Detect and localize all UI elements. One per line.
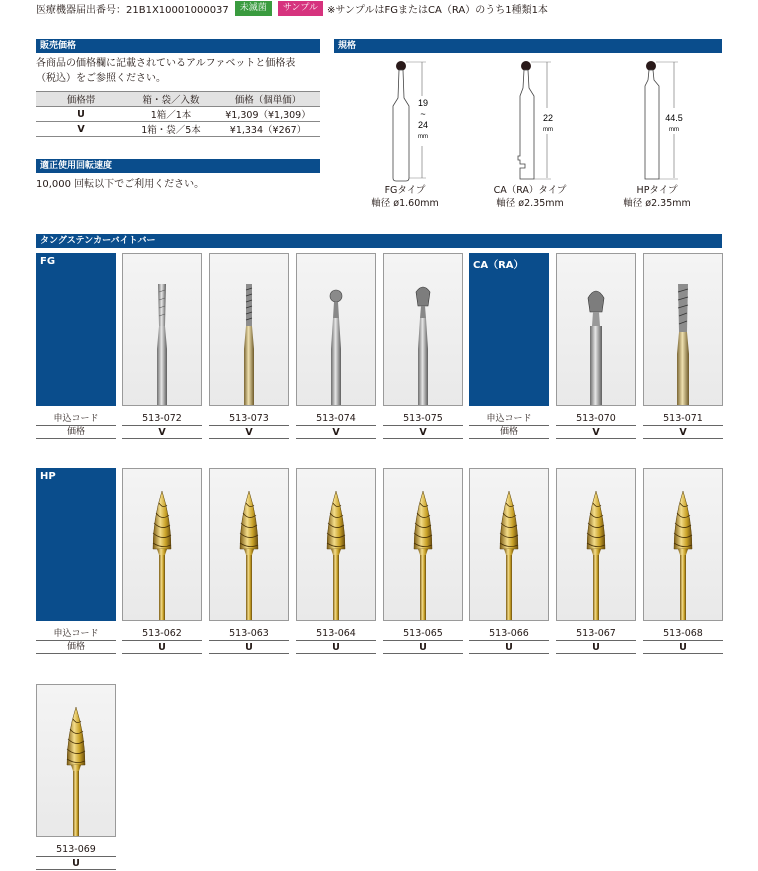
product-code: 513-066 (469, 627, 549, 641)
product-price: U (383, 641, 463, 654)
product-price: V (556, 426, 636, 439)
speed-heading: 適正使用回転速度 (36, 159, 320, 173)
price-row-v (36, 122, 320, 137)
header-line (36, 0, 548, 16)
product-code: 513-062 (122, 627, 202, 641)
fg-spec-caption (350, 184, 460, 210)
product-price: V (643, 426, 723, 439)
product-513-067[interactable] (556, 468, 636, 654)
product-513-070[interactable] (556, 253, 636, 439)
product-price: V (296, 426, 376, 439)
catalog-heading: タングステンカーバイトバー (36, 234, 722, 248)
ca-group-label: CA（RA） (469, 253, 549, 406)
product-photo (383, 253, 463, 406)
price-cell: ¥1,334（¥267） (216, 122, 320, 137)
product-513-071[interactable] (643, 253, 723, 439)
product-price: V (209, 426, 289, 439)
product-price: V (383, 426, 463, 439)
product-photo (643, 468, 723, 621)
sample-note: ※サンプルはFGまたはCA（RA）のうち1種類1本 (327, 4, 548, 16)
price-table (36, 91, 320, 137)
price-cell: ¥1,309（¥1,309） (216, 107, 320, 122)
product-code: 513-070 (556, 412, 636, 426)
hp-bur-image (37, 685, 115, 836)
product-price: U (643, 641, 723, 654)
product-photo (209, 468, 289, 621)
hp-row-labels (36, 627, 116, 654)
fg-length-b: 24 (417, 120, 429, 130)
product-photo (36, 684, 116, 837)
band-cell: V (36, 122, 126, 137)
product-photo (556, 253, 636, 406)
sales-price-text-line1: 各商品の価格欄に記載されているアルファベットと価格表 (36, 58, 296, 69)
ca-type-diagram (505, 58, 565, 183)
hp-bur-image (123, 469, 201, 620)
product-code: 513-067 (556, 627, 636, 641)
hp-shaft: 軸径 ø2.35mm (623, 198, 691, 209)
product-513-065[interactable] (383, 468, 463, 654)
product-price: V (122, 426, 202, 439)
fg-round-bur-image (297, 254, 375, 405)
fg-unit: mm (418, 134, 428, 140)
hp-bur-image (470, 469, 548, 620)
product-photo (556, 468, 636, 621)
product-photo (469, 468, 549, 621)
hp-spec-caption (602, 184, 712, 210)
product-513-063[interactable] (209, 468, 289, 654)
product-513-068[interactable] (643, 468, 723, 654)
product-code: 513-073 (209, 412, 289, 426)
product-photo (296, 468, 376, 621)
speed-text: 10,000 回転以下でご利用ください。 (36, 179, 205, 190)
hp-bur-image (210, 469, 288, 620)
product-photo (122, 253, 202, 406)
product-513-074[interactable] (296, 253, 376, 439)
sales-price-heading: 販売価格 (36, 39, 320, 53)
price-table-header (36, 92, 320, 107)
hp-length: 44.5 (665, 113, 683, 123)
product-513-069[interactable] (36, 684, 116, 870)
product-price: U (209, 641, 289, 654)
pack-cell: 1箱・袋／5本 (126, 122, 216, 137)
product-price: U (36, 857, 116, 870)
fg-taper-bur-image (123, 254, 201, 405)
product-price: U (122, 641, 202, 654)
code-row-label: 申込コード (36, 412, 116, 426)
product-photo (383, 468, 463, 621)
hp-group-label: HP (36, 468, 116, 621)
ca-spec-caption (475, 184, 585, 210)
ca-taper-bur-image (644, 254, 722, 405)
hp-type-name: HPタイプ (636, 185, 678, 196)
sales-price-text-line2: （税込）をご参照ください。 (36, 73, 166, 84)
price-row-label: 価格 (36, 641, 116, 654)
ca-row-labels (469, 412, 549, 439)
product-photo (643, 253, 723, 406)
band-cell: U (36, 107, 126, 122)
product-513-064[interactable] (296, 468, 376, 654)
col-band: 価格帯 (36, 92, 126, 107)
code-row-label: 申込コード (469, 412, 549, 426)
product-513-062[interactable] (122, 468, 202, 654)
col-pack: 箱・袋／入数 (126, 92, 216, 107)
price-row-u (36, 107, 320, 122)
ca-shaft: 軸径 ø2.35mm (496, 198, 564, 209)
product-code: 513-071 (643, 412, 723, 426)
fg-tilde: ~ (420, 109, 426, 119)
badge-unsterilized: 未滅菌 (235, 1, 272, 16)
product-513-072[interactable] (122, 253, 202, 439)
ca-type-name: CA（RA）タイプ (493, 185, 567, 196)
ca-pear-bur-image (557, 254, 635, 405)
fg-taper-crosscut-bur-image (210, 254, 288, 405)
hp-bur-image (644, 469, 722, 620)
hp-bur-image (557, 469, 635, 620)
registration-number: 医療機器届出番号：21B1X10001000037 (36, 4, 229, 16)
badge-sample: サンプル (278, 1, 323, 16)
col-price: 価格（個単価） (216, 92, 320, 107)
fg-type-diagram (380, 58, 440, 183)
product-513-075[interactable] (383, 253, 463, 439)
product-code: 513-065 (383, 627, 463, 641)
hp-type-diagram (630, 58, 694, 183)
code-row-label: 申込コード (36, 627, 116, 641)
fg-pear-bur-image (384, 254, 462, 405)
ca-unit: mm (543, 127, 553, 133)
hp-unit: mm (669, 127, 679, 133)
fg-length-a: 19 (417, 98, 429, 108)
product-price: U (469, 641, 549, 654)
product-price: U (296, 641, 376, 654)
product-code: 513-074 (296, 412, 376, 426)
product-price: U (556, 641, 636, 654)
product-code: 513-072 (122, 412, 202, 426)
product-513-073[interactable] (209, 253, 289, 439)
product-code: 513-068 (643, 627, 723, 641)
hp-bur-image (297, 469, 375, 620)
price-row-label: 価格 (469, 426, 549, 439)
spec-heading: 規格 (334, 39, 722, 53)
hp-bur-image (384, 469, 462, 620)
product-code: 513-075 (383, 412, 463, 426)
product-photo (122, 468, 202, 621)
pack-cell: 1箱／1本 (126, 107, 216, 122)
fg-group-label: FG (36, 253, 116, 406)
product-513-066[interactable] (469, 468, 549, 654)
fg-type-name: FGタイプ (384, 185, 426, 196)
product-code: 513-064 (296, 627, 376, 641)
fg-shaft: 軸径 ø1.60mm (371, 198, 439, 209)
product-code: 513-069 (36, 843, 116, 857)
product-photo (209, 253, 289, 406)
fg-row-labels (36, 412, 116, 439)
price-row-label: 価格 (36, 426, 116, 439)
sales-price-text (36, 56, 326, 86)
ca-length: 22 (542, 113, 554, 123)
product-photo (296, 253, 376, 406)
product-code: 513-063 (209, 627, 289, 641)
